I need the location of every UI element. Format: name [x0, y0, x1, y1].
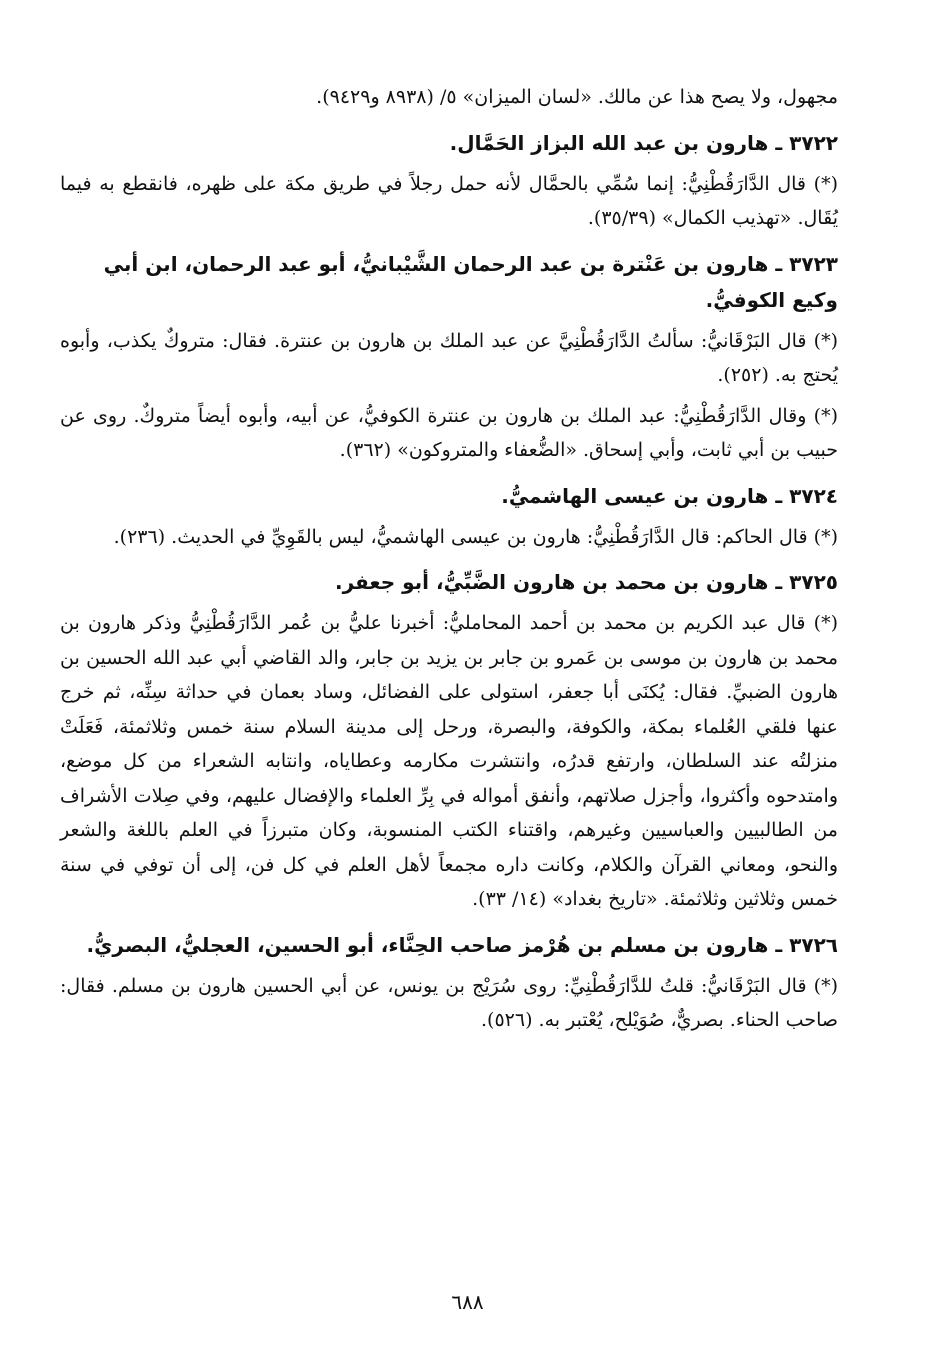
entry-heading: ٣٧٢٦ ـ هارون بن مسلم بن هُرْمز صاحب الحِنَّاء، أبو الحسين، العجليُّ، البصريُّ.	[86, 932, 838, 957]
entry-paragraph: (*) قال الدَّارَقُطْنِيُّ: إنما سُمِّي بالحمَّال لأنه حمل رجلاً في طريق مكة على ظهره، فانقطع به فيما يُقَال. «تهذيب الكمال» (٣٥/٣٩).	[60, 172, 838, 229]
entry-paragraph: (*) قال الحاكم: قال الدَّارَقُطْنِيُّ: هارون بن عيسى الهاشميُّ، ليس بالقَوِيِّ في الحديث. (٢٣٦).	[113, 525, 838, 548]
entry-3723	[60, 246, 838, 468]
entry-paragraph: (*) قال عبد الكريم بن محمد بن أحمد المحامليُّ: أخبرنا عليُّ بن عُمر الدَّارَقُطْنِيُّ وذكر هارون بن محمد بن هارون بن موسى بن عَمرو بن جابر بن يزيد بن جابر، والد القاضي أبي عبد الله الحسين بن هارون الضبيِّ. فقال: يُكنَى أبا جعفر، استولى على الفضائل، وساد بعمان في حداثة سِنِّه، ثم خرج عنها فلقي العُلماء بمكة، والكوفة، والبصرة، ورحل إلى مدينة السلام سنة خمس وثلاثمئة، فَعَلَتْ منزلتُه عند السلطان، وارتفع قدرُه، وانتشرت مكارمه وعطاياه، وانتابه الشعراء من كل موضع، وامتدحوه وأكثروا، وأجزل صلاتهم، وأنفق أمواله في بِرِّ العلماء والإفضال عليهم، وفي صِلات الأشراف من الطالبيين والعباسيين وغيرهم، واقتناء الكتب المنسوبة، وكان متبرزاً في العلم باللغة والشعر والنحو، ومعاني القرآن والكلام، وكانت داره مجمعاً لأهل العلم في كل فن، إلى أن توفي في سنة خمس وثلاثين وثلاثمئة. «تاريخ بغداد» (١٤/ ٣٣).	[60, 612, 838, 910]
page-number: ٦٨٨	[451, 1290, 484, 1314]
entry-paragraph: (*) وقال الدَّارَقُطْنِيُّ: عبد الملك بن هارون بن عنترة الكوفيُّ، عن أبيه، وأبوه أيضاً متروكٌ. روى عن حبيب بن أبي ثابت، وأبي إسحاق. «الضُّعفاء والمتروكون» (٣٦٢).	[60, 404, 838, 461]
entry-paragraph: (*) قال البَرْقَانيُّ: قلتُ للدَّارَقُطْنِيِّ: روى سُرَيْج بن يونس، عن أبي الحسين هارون بن مسلم. فقال: صاحب الحناء. بصريٌّ، صُوَيْلح، يُعْتبر به. (٥٢٦).	[60, 974, 838, 1031]
intro-paragraph: مجهول، ولا يصح هذا عن مالك. «لسان الميزان» ٥/ (٨٩٣٨ و٩٤٢٩).	[316, 86, 838, 108]
entry-3724	[60, 478, 838, 555]
entry-heading: ٣٧٢٣ ـ هارون بن عَنْترة بن عبد الرحمان الشَّيْبانيُّ، أبو عبد الرحمان، ابن أبي وكيع الكوفيُّ.	[103, 251, 838, 312]
page-body	[60, 80, 838, 1044]
entry-3722	[60, 125, 838, 236]
entry-3725	[60, 564, 838, 917]
entry-heading: ٣٧٢٤ ـ هارون بن عيسى الهاشميُّ.	[501, 483, 838, 508]
entry-paragraph: (*) قال البَرْقَانيُّ: سألتُ الدَّارَقُطْنِيَّ عن عبد الملك بن هارون بن عنترة. فقال: متروكٌ يكذب، وأبوه يُحتج به. (٢٥٢).	[60, 329, 838, 386]
entry-heading: ٣٧٢٢ ـ هارون بن عبد الله البزاز الحَمَّال.	[449, 130, 838, 155]
entry-3726	[60, 927, 838, 1038]
entry-heading: ٣٧٢٥ ـ هارون بن محمد بن هارون الضَّبِّيُّ، أبو جعفر.	[335, 570, 838, 594]
